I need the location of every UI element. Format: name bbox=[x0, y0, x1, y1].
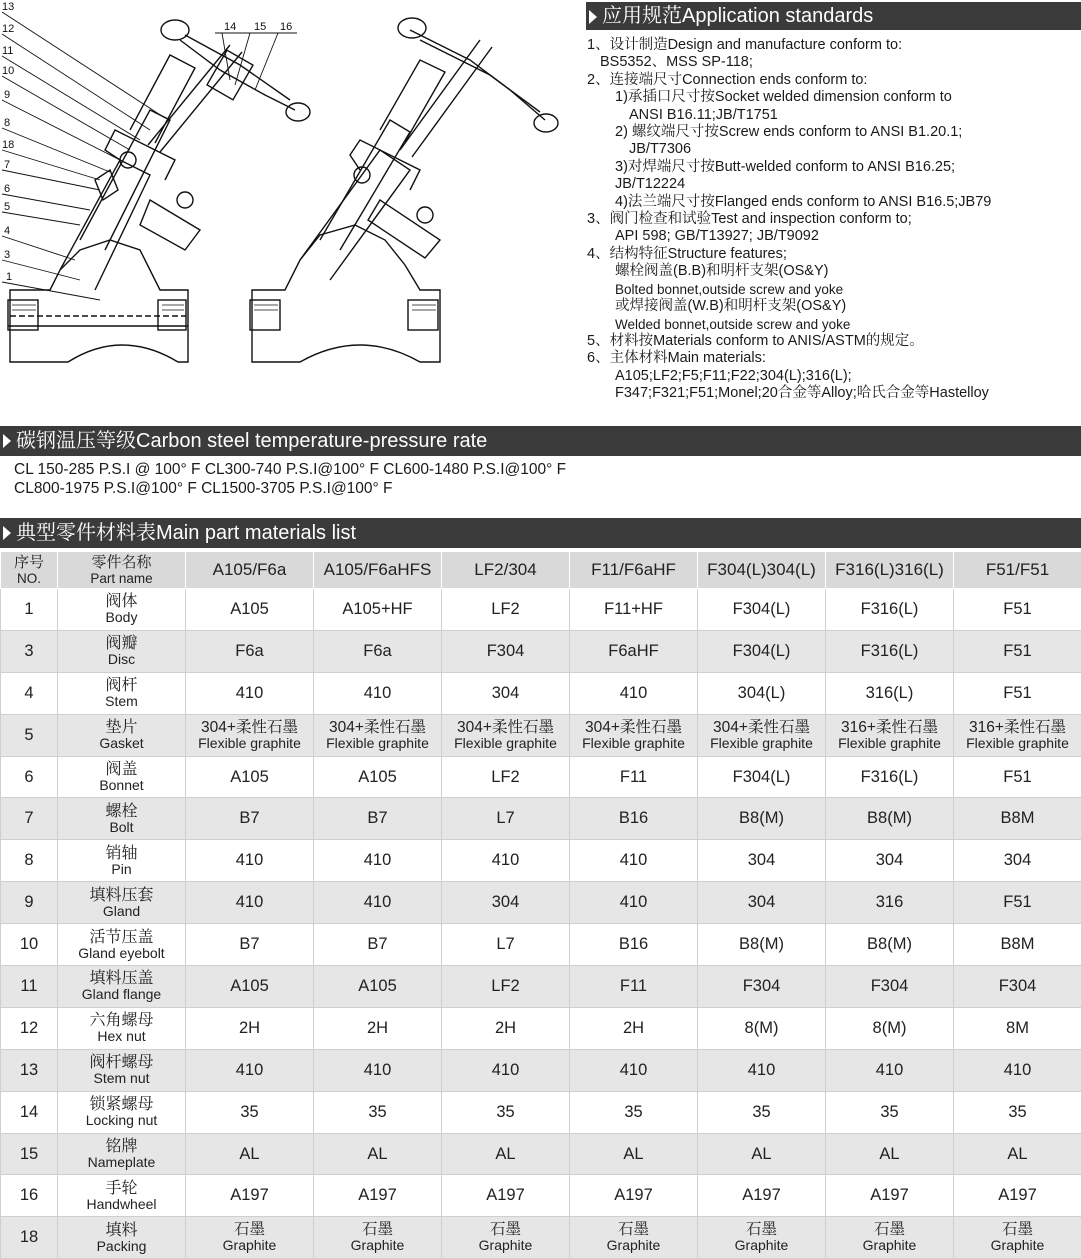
material-cell: AL bbox=[826, 1133, 954, 1175]
part-name-en: Packing bbox=[58, 1239, 185, 1254]
material-cell bbox=[186, 714, 314, 756]
row-part-name bbox=[58, 1091, 186, 1133]
material-cell: 410 bbox=[314, 672, 442, 714]
part-name-en: Hex nut bbox=[58, 1029, 185, 1044]
app-line: 6、主体材料Main materials: bbox=[587, 350, 1079, 367]
part-name-en: Handwheel bbox=[58, 1197, 185, 1212]
header-part-name bbox=[58, 552, 186, 589]
material-cell: F6aHF bbox=[570, 630, 698, 672]
row-part-name bbox=[58, 882, 186, 924]
row-no: 16 bbox=[1, 1175, 58, 1217]
part-name-en: Disc bbox=[58, 652, 185, 667]
material-cn: 石墨 bbox=[698, 1222, 825, 1238]
row-part-name bbox=[58, 1217, 186, 1259]
material-cell: A197 bbox=[314, 1175, 442, 1217]
material-cn: 石墨 bbox=[826, 1222, 953, 1238]
pressure-rate-lines bbox=[14, 460, 566, 498]
part-name-cn: 阀盖 bbox=[58, 761, 185, 778]
row-no: 13 bbox=[1, 1049, 58, 1091]
app-line: 螺栓阀盖(B.B)和明杆支架(OS&Y) bbox=[587, 263, 1079, 280]
material-cell: 304(L) bbox=[698, 672, 826, 714]
part-name-cn: 填料压套 bbox=[58, 887, 185, 904]
table-row bbox=[1, 966, 1081, 1008]
material-cn: 304+柔性石墨 bbox=[570, 720, 697, 736]
pressure-rate-header: 碳钢温压等级Carbon steel temperature-pressure rate bbox=[0, 426, 1081, 456]
app-line: 或焊接阀盖(W.B)和明杆支架(OS&Y) bbox=[587, 298, 1079, 315]
row-part-name bbox=[58, 924, 186, 966]
row-no: 3 bbox=[1, 630, 58, 672]
table-header-row bbox=[1, 552, 1081, 589]
material-cell: A105 bbox=[186, 756, 314, 798]
row-no: 7 bbox=[1, 798, 58, 840]
row-no: 5 bbox=[1, 714, 58, 756]
material-cell: F304 bbox=[442, 630, 570, 672]
app-line: 3)对焊端尺寸按Butt-welded conform to ANSI B16.25; bbox=[587, 159, 1079, 176]
material-cn: 石墨 bbox=[186, 1222, 313, 1238]
material-cell: F51 bbox=[954, 630, 1081, 672]
table-row bbox=[1, 756, 1081, 798]
material-cn: 316+柔性石墨 bbox=[826, 720, 953, 736]
material-cell: B16 bbox=[570, 924, 698, 966]
material-cell: AL bbox=[954, 1133, 1081, 1175]
app-line: API 598; GB/T13927; JB/T9092 bbox=[587, 228, 1079, 245]
table-row bbox=[1, 672, 1081, 714]
app-line: JB/T12224 bbox=[587, 176, 1079, 193]
application-standards-header: 应用规范Application standards bbox=[586, 2, 1081, 30]
material-cell: 410 bbox=[442, 840, 570, 882]
material-cell bbox=[442, 1217, 570, 1259]
material-cn: 304+柔性石墨 bbox=[442, 720, 569, 736]
table-row bbox=[1, 589, 1081, 631]
material-en: Flexible graphite bbox=[314, 736, 441, 751]
material-cell bbox=[442, 714, 570, 756]
table-row bbox=[1, 714, 1081, 756]
material-cn: 石墨 bbox=[442, 1222, 569, 1238]
callout-7: 7 bbox=[4, 159, 10, 171]
material-en: Flexible graphite bbox=[442, 736, 569, 751]
row-no: 15 bbox=[1, 1133, 58, 1175]
table-row bbox=[1, 1175, 1081, 1217]
material-cell: F316(L) bbox=[826, 756, 954, 798]
callout-14: 14 bbox=[224, 21, 236, 33]
material-en: Graphite bbox=[954, 1238, 1081, 1253]
material-cell: 410 bbox=[442, 1049, 570, 1091]
material-cell: F51 bbox=[954, 882, 1081, 924]
material-en: Graphite bbox=[570, 1238, 697, 1253]
table-row bbox=[1, 1217, 1081, 1259]
callout-labels-top bbox=[224, 21, 292, 33]
materials-table bbox=[0, 551, 1081, 1259]
material-cell: A197 bbox=[826, 1175, 954, 1217]
part-name-cn: 活节压盖 bbox=[58, 929, 185, 946]
material-cell: 8(M) bbox=[698, 1007, 826, 1049]
row-no: 12 bbox=[1, 1007, 58, 1049]
callout-13: 13 bbox=[2, 1, 14, 13]
material-cell: A105+HF bbox=[314, 589, 442, 631]
material-cell: 410 bbox=[314, 840, 442, 882]
valve-drawing bbox=[0, 0, 580, 420]
row-part-name bbox=[58, 589, 186, 631]
material-cell: A105 bbox=[186, 589, 314, 631]
material-cell: 410 bbox=[698, 1049, 826, 1091]
material-cell: F51 bbox=[954, 756, 1081, 798]
material-cell: 304 bbox=[442, 672, 570, 714]
material-cell: 2H bbox=[186, 1007, 314, 1049]
material-cell: 35 bbox=[954, 1091, 1081, 1133]
material-en: Graphite bbox=[826, 1238, 953, 1253]
material-en: Graphite bbox=[186, 1238, 313, 1253]
callout-6: 6 bbox=[4, 183, 10, 195]
material-cell: A197 bbox=[570, 1175, 698, 1217]
part-name-en: Bolt bbox=[58, 820, 185, 835]
material-cell: B8(M) bbox=[698, 798, 826, 840]
app-line: Welded bonnet,outside screw and yoke bbox=[587, 316, 1079, 333]
part-name-en: Body bbox=[58, 610, 185, 625]
app-line: 4)法兰端尺寸按Flanged ends conform to ANSI B16.5;JB79 bbox=[587, 194, 1079, 211]
app-line: BS5352、MSS SP-118; bbox=[587, 54, 1079, 71]
part-name-cn: 填料压盖 bbox=[58, 970, 185, 987]
app-line: JB/T7306 bbox=[587, 141, 1079, 158]
material-cell: 2H bbox=[570, 1007, 698, 1049]
material-cell: AL bbox=[186, 1133, 314, 1175]
callout-labels-left bbox=[2, 1, 14, 283]
material-cell: F6a bbox=[314, 630, 442, 672]
material-cell: F304 bbox=[954, 966, 1081, 1008]
material-cell: 410 bbox=[186, 882, 314, 924]
material-cn: 304+柔性石墨 bbox=[186, 720, 313, 736]
part-name-en: Gland flange bbox=[58, 987, 185, 1002]
material-cn: 304+柔性石墨 bbox=[314, 720, 441, 736]
material-cell bbox=[186, 1217, 314, 1259]
material-cell: 410 bbox=[186, 672, 314, 714]
parts-list-header: 典型零件材料表Main part materials list bbox=[0, 518, 1081, 548]
row-no: 10 bbox=[1, 924, 58, 966]
material-cell bbox=[954, 1217, 1081, 1259]
header-grade: F316(L)316(L) bbox=[826, 552, 954, 589]
material-cell: F51 bbox=[954, 672, 1081, 714]
material-cell: F11 bbox=[570, 966, 698, 1008]
callout-15: 15 bbox=[254, 21, 266, 33]
header-no bbox=[1, 552, 58, 589]
part-name-en: Gland bbox=[58, 904, 185, 919]
table-row bbox=[1, 1049, 1081, 1091]
material-cell: 2H bbox=[314, 1007, 442, 1049]
material-en: Flexible graphite bbox=[954, 736, 1081, 751]
table-row bbox=[1, 840, 1081, 882]
material-en: Flexible graphite bbox=[826, 736, 953, 751]
material-cell: B8(M) bbox=[826, 798, 954, 840]
part-name-cn: 手轮 bbox=[58, 1180, 185, 1197]
header-grade: LF2/304 bbox=[442, 552, 570, 589]
material-cell: B8M bbox=[954, 798, 1081, 840]
app-line: F347;F321;F51;Monel;20合金等Alloy;哈氏合金等Hastelloy bbox=[587, 385, 1079, 402]
material-cell: LF2 bbox=[442, 966, 570, 1008]
app-line: 2) 螺纹端尺寸按Screw ends conform to ANSI B1.20.1; bbox=[587, 124, 1079, 141]
material-cn: 316+柔性石墨 bbox=[954, 720, 1081, 736]
part-name-en: Bonnet bbox=[58, 778, 185, 793]
part-name-cn: 阀瓣 bbox=[58, 635, 185, 652]
material-cell: LF2 bbox=[442, 756, 570, 798]
callout-5: 5 bbox=[4, 201, 10, 213]
material-en: Flexible graphite bbox=[698, 736, 825, 751]
material-cell: A197 bbox=[442, 1175, 570, 1217]
rate-line: CL 150-285 P.S.I @ 100° F CL300-740 P.S.I@100° F CL600-1480 P.S.I@100° F bbox=[14, 460, 566, 479]
header-no-cn: 序号 bbox=[1, 554, 57, 571]
material-cell: A197 bbox=[954, 1175, 1081, 1217]
part-name-en: Nameplate bbox=[58, 1155, 185, 1170]
material-cell: F304(L) bbox=[698, 589, 826, 631]
part-name-cn: 填料 bbox=[58, 1222, 185, 1239]
material-cell: 304 bbox=[698, 882, 826, 924]
part-name-cn: 螺栓 bbox=[58, 803, 185, 820]
material-cell: 304 bbox=[698, 840, 826, 882]
table-row bbox=[1, 1133, 1081, 1175]
material-cell: F316(L) bbox=[826, 630, 954, 672]
material-cell: F304(L) bbox=[698, 630, 826, 672]
material-cell: 316(L) bbox=[826, 672, 954, 714]
table-row bbox=[1, 882, 1081, 924]
part-name-en: Pin bbox=[58, 862, 185, 877]
row-no: 1 bbox=[1, 589, 58, 631]
material-cell: B8M bbox=[954, 924, 1081, 966]
header-name-en: Part name bbox=[58, 571, 185, 586]
material-cell: L7 bbox=[442, 924, 570, 966]
row-part-name bbox=[58, 1007, 186, 1049]
row-no: 14 bbox=[1, 1091, 58, 1133]
part-name-en: Gland eyebolt bbox=[58, 946, 185, 961]
header-grade: F51/F51 bbox=[954, 552, 1081, 589]
header-grade: F11/F6aHF bbox=[570, 552, 698, 589]
material-cell: 8(M) bbox=[826, 1007, 954, 1049]
callout-12: 12 bbox=[2, 23, 14, 35]
material-cell: B7 bbox=[186, 798, 314, 840]
material-cell bbox=[698, 714, 826, 756]
app-line: 3、阀门检查和试验Test and inspection conform to; bbox=[587, 211, 1079, 228]
row-part-name bbox=[58, 714, 186, 756]
part-name-cn: 锁紧螺母 bbox=[58, 1096, 185, 1113]
material-cell: F11+HF bbox=[570, 589, 698, 631]
material-cell: 304 bbox=[442, 882, 570, 924]
callout-8: 8 bbox=[4, 117, 10, 129]
material-cell: 35 bbox=[442, 1091, 570, 1133]
material-cell: 35 bbox=[826, 1091, 954, 1133]
material-cell: B7 bbox=[314, 798, 442, 840]
part-name-en: Stem nut bbox=[58, 1071, 185, 1086]
table-row bbox=[1, 1007, 1081, 1049]
material-cell: A105 bbox=[314, 966, 442, 1008]
material-cell: AL bbox=[442, 1133, 570, 1175]
row-no: 4 bbox=[1, 672, 58, 714]
material-en: Graphite bbox=[314, 1238, 441, 1253]
part-name-en: Locking nut bbox=[58, 1113, 185, 1128]
app-line: 4、结构特征Structure features; bbox=[587, 246, 1079, 263]
material-cell: F304 bbox=[698, 966, 826, 1008]
material-cell: 316 bbox=[826, 882, 954, 924]
material-cell: 410 bbox=[314, 882, 442, 924]
material-cell: F51 bbox=[954, 589, 1081, 631]
material-cn: 石墨 bbox=[570, 1222, 697, 1238]
material-cell: L7 bbox=[442, 798, 570, 840]
material-cell bbox=[826, 714, 954, 756]
material-en: Flexible graphite bbox=[186, 736, 313, 751]
material-cell: A105 bbox=[314, 756, 442, 798]
part-name-cn: 铭牌 bbox=[58, 1138, 185, 1155]
material-cell: F6a bbox=[186, 630, 314, 672]
row-part-name bbox=[58, 1133, 186, 1175]
app-line: 5、材料按Materials conform to ANIS/ASTM的规定。 bbox=[587, 333, 1079, 350]
material-cn: 石墨 bbox=[314, 1222, 441, 1238]
callout-16: 16 bbox=[280, 21, 292, 33]
material-cell bbox=[954, 714, 1081, 756]
material-cell: B7 bbox=[186, 924, 314, 966]
material-cell: 8M bbox=[954, 1007, 1081, 1049]
material-cell bbox=[570, 1217, 698, 1259]
callout-11: 11 bbox=[2, 45, 13, 57]
material-cell: 35 bbox=[314, 1091, 442, 1133]
material-cell bbox=[698, 1217, 826, 1259]
material-cell: 304 bbox=[954, 840, 1081, 882]
row-part-name bbox=[58, 840, 186, 882]
callout-1: 1 bbox=[6, 271, 12, 283]
material-cell: 410 bbox=[954, 1049, 1081, 1091]
callout-18: 18 bbox=[2, 139, 14, 151]
app-line: Bolted bonnet,outside screw and yoke bbox=[587, 281, 1079, 298]
material-cell: B8(M) bbox=[826, 924, 954, 966]
row-part-name bbox=[58, 1049, 186, 1091]
table-row bbox=[1, 924, 1081, 966]
app-line: 1)承插口尺寸按Socket welded dimension conform to bbox=[587, 89, 1079, 106]
material-cell bbox=[570, 714, 698, 756]
material-cell: 35 bbox=[698, 1091, 826, 1133]
material-cell: 410 bbox=[186, 840, 314, 882]
app-line: ANSI B16.11;JB/T1751 bbox=[587, 107, 1079, 124]
part-name-cn: 阀杆 bbox=[58, 677, 185, 694]
material-cell: 410 bbox=[570, 840, 698, 882]
header-no-en: NO. bbox=[1, 571, 57, 586]
material-cell: AL bbox=[314, 1133, 442, 1175]
material-cell: 35 bbox=[570, 1091, 698, 1133]
material-cell: B8(M) bbox=[698, 924, 826, 966]
part-name-cn: 阀杆螺母 bbox=[58, 1054, 185, 1071]
material-cell: 410 bbox=[186, 1049, 314, 1091]
row-part-name bbox=[58, 672, 186, 714]
valve-section-diagram bbox=[0, 0, 580, 420]
material-cell bbox=[314, 1217, 442, 1259]
callout-9: 9 bbox=[4, 89, 10, 101]
material-cell: 410 bbox=[826, 1049, 954, 1091]
material-en: Graphite bbox=[698, 1238, 825, 1253]
row-part-name bbox=[58, 756, 186, 798]
material-en: Graphite bbox=[442, 1238, 569, 1253]
header-name-cn: 零件名称 bbox=[58, 554, 185, 571]
material-cell: AL bbox=[570, 1133, 698, 1175]
part-name-en: Stem bbox=[58, 694, 185, 709]
material-cell: A105 bbox=[186, 966, 314, 1008]
material-cn: 304+柔性石墨 bbox=[698, 720, 825, 736]
material-cell: 35 bbox=[186, 1091, 314, 1133]
header-grade: A105/F6aHFS bbox=[314, 552, 442, 589]
callout-10: 10 bbox=[2, 65, 14, 77]
part-name-cn: 垫片 bbox=[58, 719, 185, 736]
material-cell: F11 bbox=[570, 756, 698, 798]
table-row bbox=[1, 798, 1081, 840]
material-cell: 410 bbox=[570, 882, 698, 924]
material-cell: 410 bbox=[314, 1049, 442, 1091]
material-cell: 410 bbox=[570, 672, 698, 714]
material-cell: F304(L) bbox=[698, 756, 826, 798]
callout-4: 4 bbox=[4, 225, 10, 237]
material-cell: LF2 bbox=[442, 589, 570, 631]
material-cell: B16 bbox=[570, 798, 698, 840]
material-en: Flexible graphite bbox=[570, 736, 697, 751]
row-no: 6 bbox=[1, 756, 58, 798]
material-cell: 2H bbox=[442, 1007, 570, 1049]
materials-table-body bbox=[1, 589, 1081, 1259]
app-line: 1、设计制造Design and manufacture conform to: bbox=[587, 37, 1079, 54]
material-cn: 石墨 bbox=[954, 1222, 1081, 1238]
header-grade: F304(L)304(L) bbox=[698, 552, 826, 589]
application-standards-list bbox=[587, 37, 1079, 403]
part-name-cn: 阀体 bbox=[58, 593, 185, 610]
row-part-name bbox=[58, 966, 186, 1008]
part-name-en: Gasket bbox=[58, 736, 185, 751]
material-cell: 304 bbox=[826, 840, 954, 882]
material-cell: F316(L) bbox=[826, 589, 954, 631]
row-part-name bbox=[58, 798, 186, 840]
material-cell: AL bbox=[698, 1133, 826, 1175]
callout-3: 3 bbox=[4, 249, 10, 261]
row-no: 18 bbox=[1, 1217, 58, 1259]
part-name-cn: 销轴 bbox=[58, 845, 185, 862]
material-cell: A197 bbox=[698, 1175, 826, 1217]
material-cell bbox=[826, 1217, 954, 1259]
rate-line: CL800-1975 P.S.I@100° F CL1500-3705 P.S.I@100° F bbox=[14, 479, 566, 498]
material-cell: B7 bbox=[314, 924, 442, 966]
row-no: 11 bbox=[1, 966, 58, 1008]
app-line: 2、连接端尺寸Connection ends conform to: bbox=[587, 72, 1079, 89]
table-row bbox=[1, 1091, 1081, 1133]
row-no: 8 bbox=[1, 840, 58, 882]
row-part-name bbox=[58, 1175, 186, 1217]
row-no: 9 bbox=[1, 882, 58, 924]
material-cell: 410 bbox=[570, 1049, 698, 1091]
table-row bbox=[1, 630, 1081, 672]
header-grade: A105/F6a bbox=[186, 552, 314, 589]
material-cell: F304 bbox=[826, 966, 954, 1008]
row-part-name bbox=[58, 630, 186, 672]
app-line: A105;LF2;F5;F11;F22;304(L);316(L); bbox=[587, 368, 1079, 385]
material-cell bbox=[314, 714, 442, 756]
material-cell: A197 bbox=[186, 1175, 314, 1217]
part-name-cn: 六角螺母 bbox=[58, 1012, 185, 1029]
